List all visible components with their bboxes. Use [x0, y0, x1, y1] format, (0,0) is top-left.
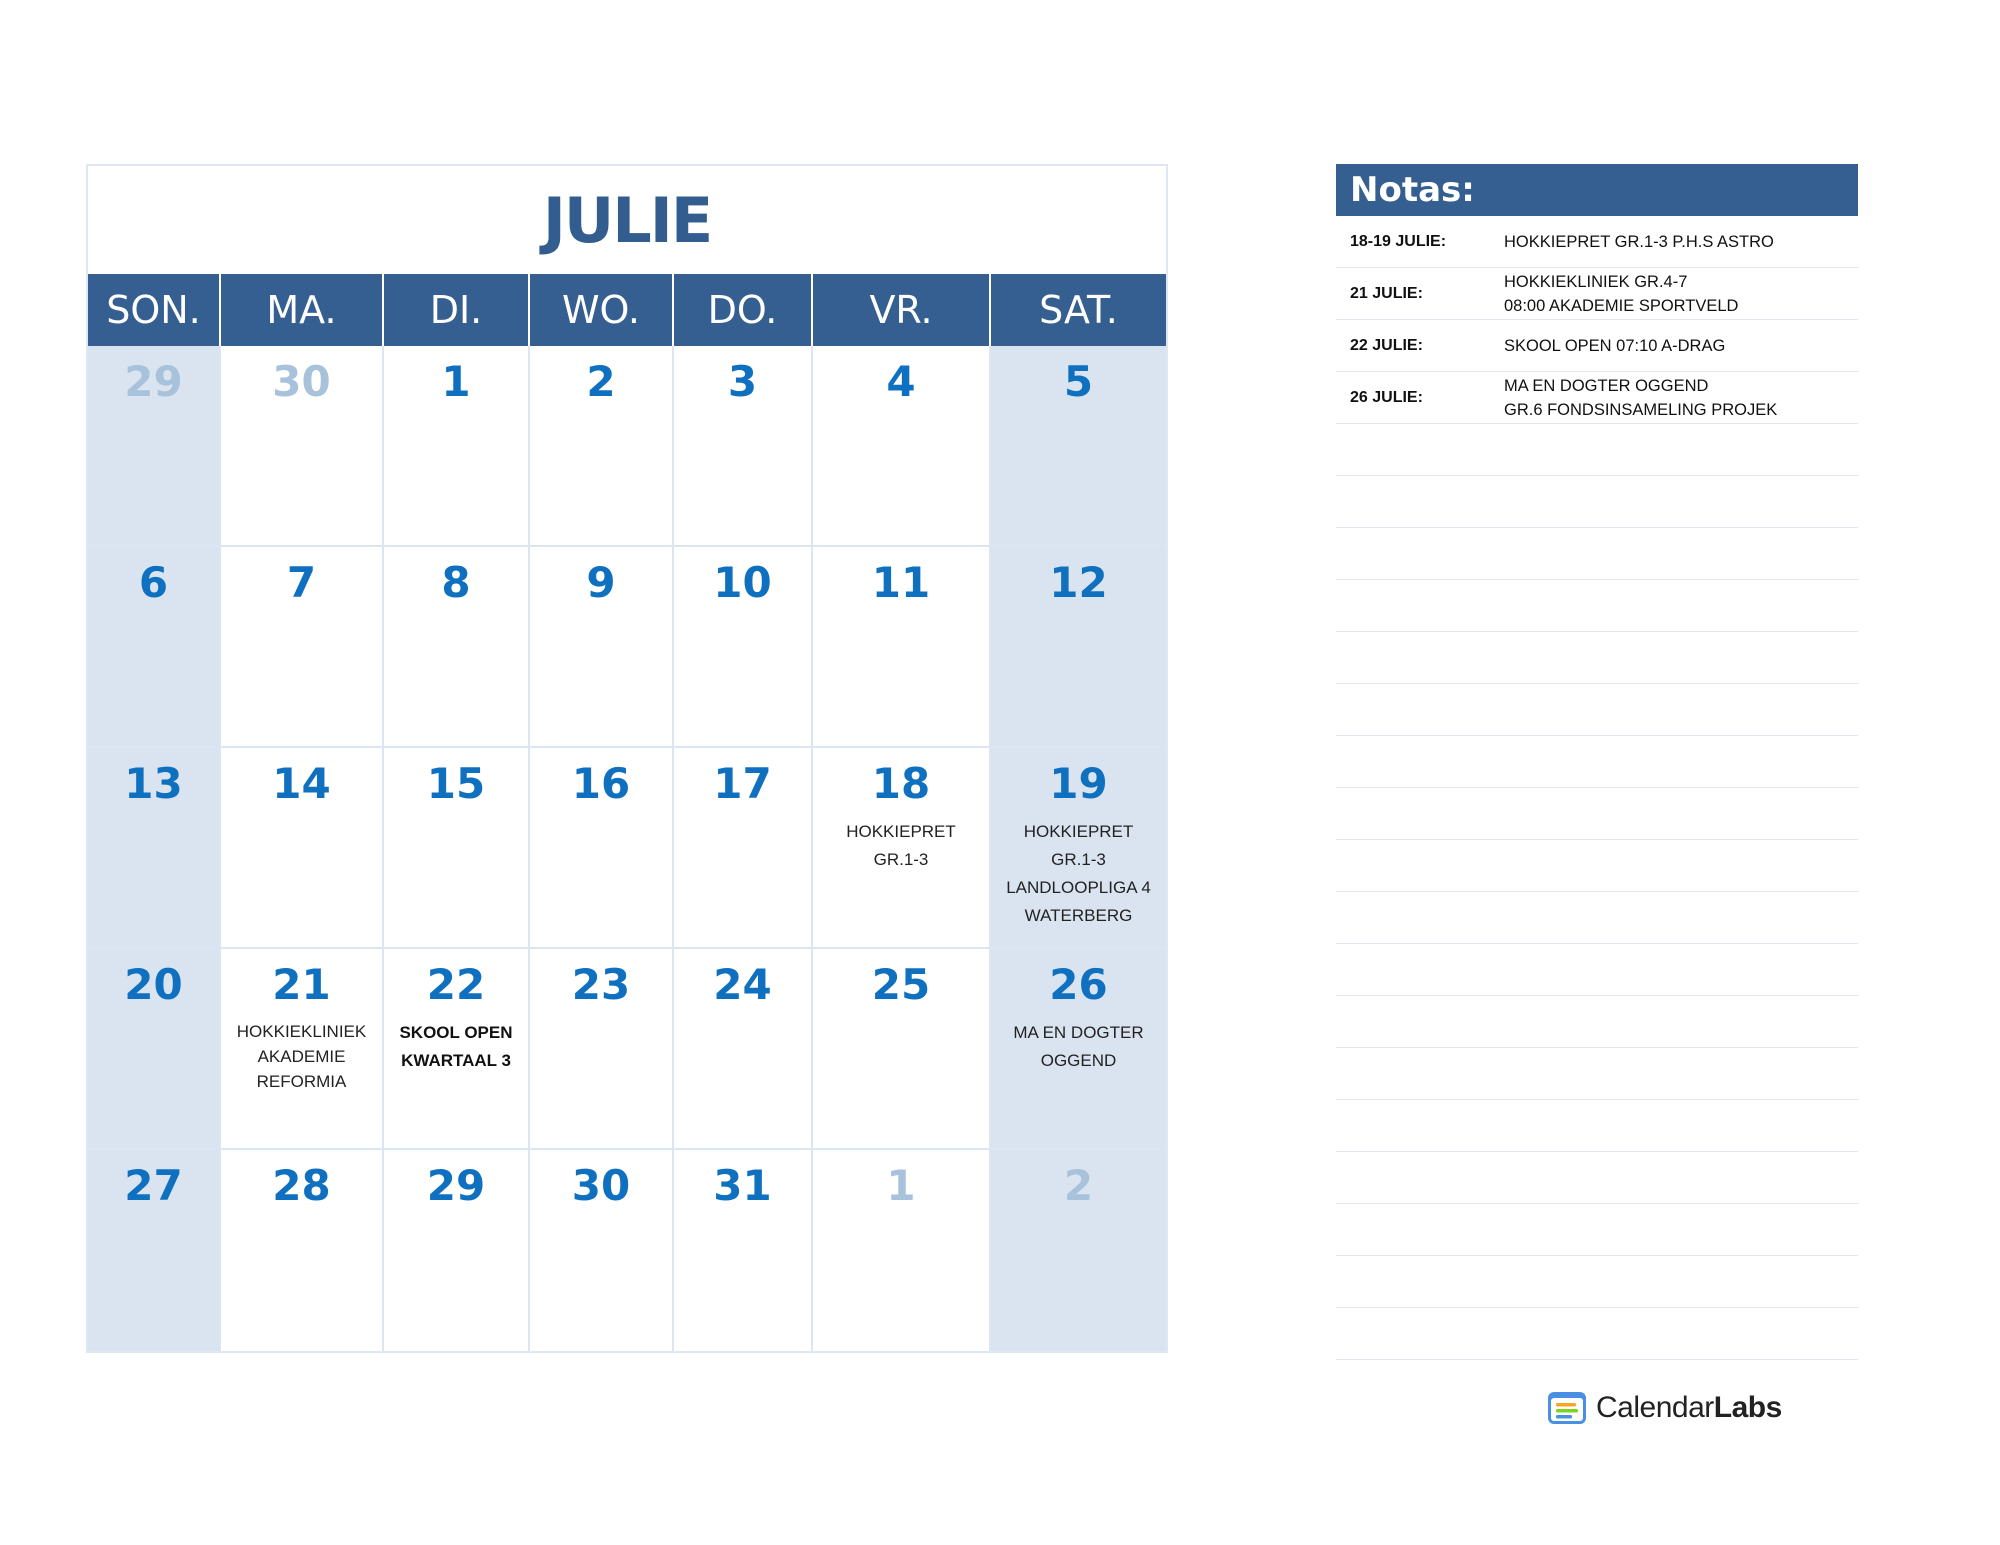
calendar-grid	[88, 346, 1166, 1351]
day-number: 23	[571, 960, 631, 1009]
day-number: 15	[426, 759, 486, 808]
day-number: 12	[1049, 558, 1108, 607]
note-row	[1336, 320, 1858, 372]
day-cell[interactable]	[674, 346, 813, 547]
note-text: HOKKIEPRET GR.1-3 P.H.S ASTRO	[1504, 232, 1774, 251]
day-cell[interactable]	[88, 748, 221, 949]
day-cell[interactable]	[674, 748, 813, 949]
weekday-label: SON.	[88, 274, 221, 346]
note-blank-line	[1336, 892, 1858, 944]
weekday-label: WO.	[530, 274, 674, 346]
week-row	[88, 949, 1166, 1150]
day-cell[interactable]	[813, 547, 991, 748]
day-number: 31	[713, 1161, 772, 1210]
day-number: 10	[713, 558, 772, 607]
day-cell[interactable]	[674, 949, 813, 1150]
day-cell[interactable]	[88, 1150, 221, 1351]
day-cell[interactable]	[221, 748, 384, 949]
note-blank-line	[1336, 996, 1858, 1048]
day-number: 8	[441, 558, 471, 607]
note-row	[1336, 372, 1858, 424]
weekday-label: MA.	[221, 274, 384, 346]
logo-text: CalendarLabs	[1596, 1391, 1782, 1424]
calendar-logo-icon	[1546, 1388, 1590, 1428]
note-blank-line	[1336, 1048, 1858, 1100]
note-blank-line	[1336, 944, 1858, 996]
note-blank-line	[1336, 476, 1858, 528]
notes-title: Notas:	[1336, 164, 1858, 216]
day-number: 7	[286, 558, 317, 607]
note-row	[1336, 268, 1858, 320]
note-blank-line	[1336, 424, 1858, 476]
day-number: 28	[272, 1161, 331, 1210]
day-number: 1	[886, 1161, 916, 1210]
note-blank-line	[1336, 788, 1858, 840]
day-cell[interactable]	[384, 346, 530, 547]
note-blank-line	[1336, 840, 1858, 892]
day-number: 2	[1063, 1161, 1094, 1210]
day-number: 18	[871, 759, 931, 808]
day-number: 25	[871, 960, 931, 1009]
note-blank-line	[1336, 736, 1858, 788]
notes-panel	[1336, 164, 1858, 1360]
day-number: 30	[571, 1161, 631, 1210]
week-row	[88, 748, 1166, 949]
day-cell[interactable]	[221, 346, 384, 547]
week-row	[88, 547, 1166, 748]
day-event: HOKKIEPRET GR.1-3 LANDLOOPLIGA 4 WATERBERG	[1006, 822, 1151, 925]
day-cell[interactable]	[813, 949, 991, 1150]
day-number: 19	[1049, 759, 1108, 808]
day-cell[interactable]	[674, 547, 813, 748]
day-cell[interactable]	[530, 1150, 674, 1351]
day-cell[interactable]	[221, 949, 384, 1150]
day-number: 13	[124, 759, 183, 808]
note-text: MA EN DOGTER OGGEND GR.6 FONDSINSAMELING PROJEK	[1504, 376, 1778, 419]
weekday-label: DO.	[674, 274, 813, 346]
day-number: 24	[713, 960, 772, 1009]
day-number: 4	[886, 357, 916, 406]
month-title: JULIE	[542, 183, 712, 257]
note-blank-line	[1336, 580, 1858, 632]
weekday-label: VR.	[813, 274, 991, 346]
notes-list	[1336, 216, 1858, 1360]
day-number: 26	[1049, 960, 1108, 1009]
note-date: 18-19 JULIE:	[1350, 232, 1447, 250]
note-date: 21 JULIE:	[1350, 284, 1423, 302]
day-number: 2	[586, 357, 616, 406]
day-number: 6	[138, 558, 169, 607]
day-number: 21	[272, 960, 331, 1009]
day-cell[interactable]	[384, 748, 530, 949]
day-cell[interactable]	[813, 748, 991, 949]
weekday-label: DI.	[384, 274, 530, 346]
day-cell[interactable]	[991, 547, 1166, 748]
week-row	[88, 346, 1166, 547]
day-cell[interactable]	[530, 547, 674, 748]
day-cell[interactable]	[88, 346, 221, 547]
note-blank-line	[1336, 1152, 1858, 1204]
note-text: HOKKIEKLINIEK GR.4-7 08:00 AKADEMIE SPORTVELD	[1504, 272, 1739, 315]
day-number: 14	[272, 759, 331, 808]
day-cell[interactable]	[991, 748, 1166, 949]
note-blank-line	[1336, 528, 1858, 580]
note-blank-line	[1336, 684, 1858, 736]
note-date: 26 JULIE:	[1350, 388, 1423, 406]
day-number: 5	[1063, 357, 1094, 406]
note-blank-line	[1336, 1308, 1858, 1360]
note-date: 22 JULIE:	[1350, 336, 1423, 354]
day-cell[interactable]	[530, 748, 674, 949]
day-cell[interactable]	[991, 1150, 1166, 1351]
week-row	[88, 1150, 1166, 1351]
day-cell[interactable]	[384, 949, 530, 1150]
day-number: 9	[586, 558, 616, 607]
day-number: 27	[124, 1161, 183, 1210]
weekday-header-row	[88, 274, 1166, 346]
day-number: 1	[441, 357, 471, 406]
calendarlabs-logo	[1546, 1388, 1782, 1428]
note-blank-line	[1336, 1256, 1858, 1308]
day-cell[interactable]	[991, 346, 1166, 547]
day-cell[interactable]	[813, 1150, 991, 1351]
day-cell[interactable]	[88, 949, 221, 1150]
day-event: HOKKIEPRET GR.1-3	[846, 822, 956, 869]
day-number: 29	[426, 1161, 486, 1210]
note-row	[1336, 216, 1858, 268]
day-cell[interactable]	[530, 346, 674, 547]
day-number: 17	[713, 759, 772, 808]
day-cell[interactable]	[221, 1150, 384, 1351]
day-cell[interactable]	[991, 949, 1166, 1150]
day-cell[interactable]	[384, 1150, 530, 1351]
day-cell[interactable]	[221, 547, 384, 748]
day-number: 20	[124, 960, 183, 1009]
day-event: MA EN DOGTER OGGEND	[1013, 1023, 1144, 1070]
day-number: 22	[426, 960, 486, 1009]
day-cell[interactable]	[530, 949, 674, 1150]
day-event: HOKKIEKLINIEK AKADEMIE REFORMIA	[236, 1022, 367, 1091]
day-event: SKOOL OPEN KWARTAAL 3	[399, 1023, 513, 1070]
weekday-label: SAT.	[1039, 288, 1118, 332]
day-cell[interactable]	[813, 346, 991, 547]
day-cell[interactable]	[384, 547, 530, 748]
day-number: 16	[571, 759, 631, 808]
day-number: 29	[124, 357, 183, 406]
note-blank-line	[1336, 1204, 1858, 1256]
note-blank-line	[1336, 1100, 1858, 1152]
day-number: 30	[272, 357, 331, 406]
note-text: SKOOL OPEN 07:10 A-DRAG	[1504, 336, 1726, 355]
calendar	[86, 164, 1168, 1353]
day-cell[interactable]	[88, 547, 221, 748]
day-number: 3	[727, 357, 758, 406]
day-number: 11	[871, 558, 931, 607]
note-blank-line	[1336, 632, 1858, 684]
day-cell[interactable]	[674, 1150, 813, 1351]
